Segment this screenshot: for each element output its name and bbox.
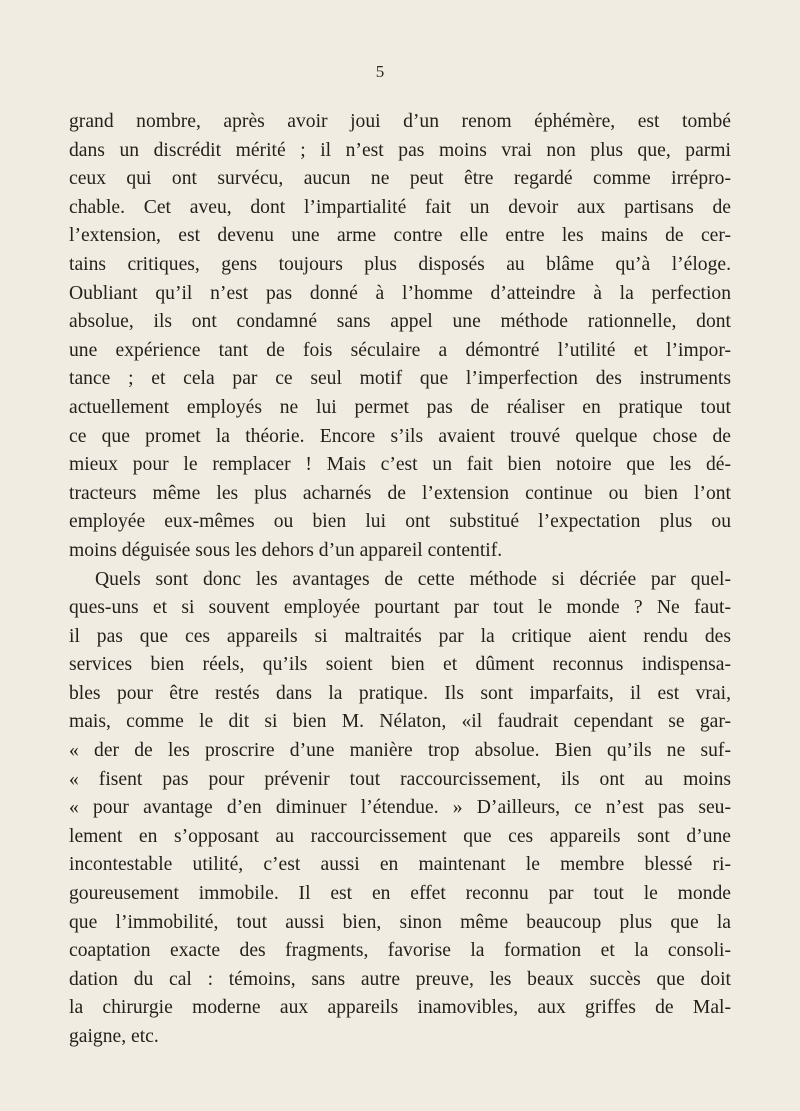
text-line: que l’immobilité, tout aussi bien, sinon même beaucoup plus que la <box>69 911 731 933</box>
text-line: tracteurs même les plus acharnés de l’extension continue ou bien l’ont <box>69 482 731 504</box>
text-line: gaigne, etc. <box>69 1026 159 1047</box>
page-number: 5 <box>375 62 385 81</box>
text-line: tains critiques, gens toujours plus disposés au blâme qu’à l’éloge. <box>69 253 731 275</box>
text-line: Oubliant qu’il n’est pas donné à l’homme d’atteindre à la perfection <box>69 282 731 304</box>
text-line: goureusement immobile. Il est en effet reconnu par tout le monde <box>69 883 731 905</box>
text-line: ques-uns et si souvent employée pourtant par tout le monde ? Ne faut- <box>69 597 731 619</box>
text-line: Quels sont donc les avantages de cette méthode si décriée par quel- <box>95 568 731 590</box>
text-line: absolue, ils ont condamné sans appel une méthode rationnelle, dont <box>69 311 731 333</box>
text-line: coaptation exacte des fragments, favorise la formation et la consoli- <box>69 940 731 962</box>
text-line: grand nombre, après avoir joui d’un renom éphémère, est tombé <box>69 111 731 132</box>
text-line: actuellement employés ne lui permet pas de réaliser en pratique tout <box>69 396 731 418</box>
text-line: employée eux-mêmes ou bien lui ont substitué l’expectation plus ou <box>69 511 731 533</box>
text-line: tance ; et cela par ce seul motif que l’imperfection des instruments <box>69 368 731 390</box>
text-line: l’extension, est devenu une arme contre elle entre les mains de cer- <box>69 225 731 247</box>
text-line: la chirurgie moderne aux appareils inamovibles, aux griffes de Mal- <box>69 997 731 1019</box>
text-line: mieux pour le remplacer ! Mais c’est un fait bien notoire que les dé- <box>69 454 731 476</box>
text-line: « pour avantage d’en diminuer l’étendue. » D’ailleurs, ce n’est pas seu- <box>69 797 731 819</box>
text-line: dation du cal : témoins, sans autre preuve, les beaux succès que doit <box>69 968 731 990</box>
text-line: services bien réels, qu’ils soient bien et dûment reconnus indispensa- <box>69 654 731 676</box>
text-line: incontestable utilité, c’est aussi en maintenant le membre blessé ri- <box>69 854 731 876</box>
text-line: il pas que ces appareils si maltraités par la critique aient rendu des <box>69 625 731 647</box>
text-line: chable. Cet aveu, dont l’impartialité fait un devoir aux partisans de <box>69 196 731 218</box>
text-line: ce que promet la théorie. Encore s’ils avaient trouvé quelque chose de <box>69 425 731 447</box>
text-line: bles pour être restés dans la pratique. Ils sont imparfaits, il est vrai, <box>69 682 731 704</box>
text-line: ceux qui ont survécu, aucun ne peut être regardé comme irrépro- <box>69 168 731 190</box>
text-line: moins déguisée sous les dehors d’un appareil contentif. <box>69 539 503 561</box>
body-text <box>69 108 731 1052</box>
text-line: lement en s’opposant au raccourcissement que ces appareils sont d’une <box>69 825 731 847</box>
text-line: mais, comme le dit si bien M. Nélaton, «il faudrait cependant se gar- <box>69 711 731 733</box>
text-line: « der de les proscrire d’une manière trop absolue. Bien qu’ils ne suf- <box>69 740 731 762</box>
text-line: une expérience tant de fois séculaire a démontré l’utilité et l’impor- <box>69 339 731 361</box>
text-line: « fisent pas pour prévenir tout raccourcissement, ils ont au moins <box>69 768 731 790</box>
text-line: dans un discrédit mérité ; il n’est pas moins vrai non plus que, parmi <box>69 139 731 161</box>
